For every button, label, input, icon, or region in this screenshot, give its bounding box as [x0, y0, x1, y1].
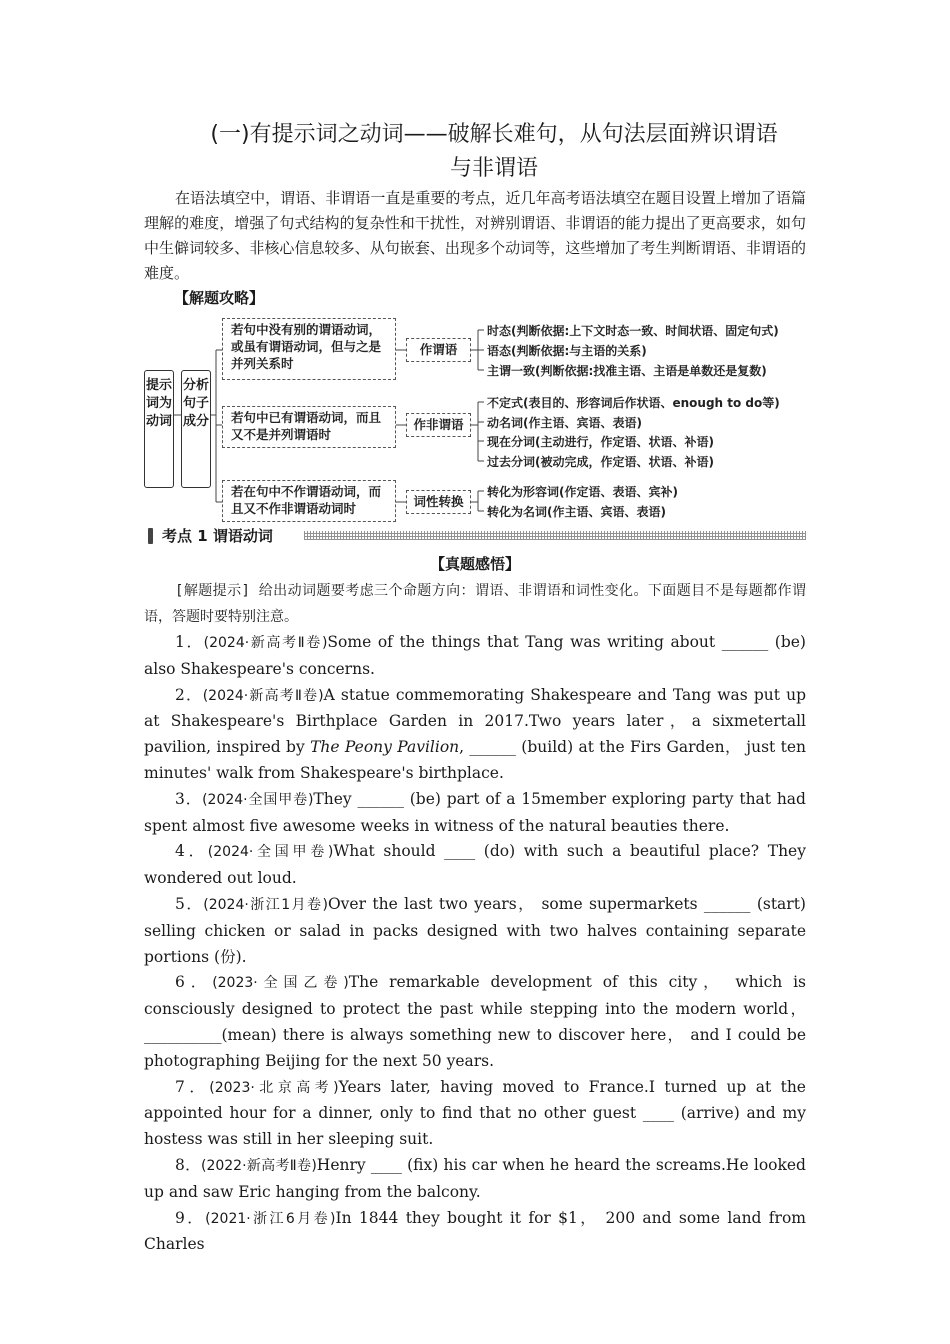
question-source: (2024·新高考Ⅱ卷): [203, 635, 328, 651]
leaf-2-4: 过去分词(被动完成，作定语、状语、补语): [487, 455, 714, 469]
question-number: 8．: [175, 1155, 201, 1174]
intro-paragraph: 在语法填空中，谓语、非谓语一直是重要的考点，近几年高考语法填空在题目设置上增加了语篇理解的难度，增强了句式结构的复杂性和干扰性，对辨别谓语、非谓语的能力提出了更高要求，如句中生僻词较多、非核心信息较多、从句嵌套、出现多个动词等，这些增加了考生判断谓语、非谓语的难度。: [144, 189, 806, 282]
question-number: 5．: [175, 894, 204, 913]
diagram-step: 分析句子成分: [181, 370, 211, 488]
question-number: 2．: [175, 685, 203, 704]
question-source: (2021·浙江6月卷): [205, 1210, 336, 1227]
question-1: [144, 630, 806, 683]
strategy-label: 【解题攻略】: [174, 289, 265, 307]
question-text: Henry ____ (fix) his car when he heard the screams.He looked up and saw Eric hanging from the balcony.: [144, 1155, 806, 1201]
condition-2: 若句中已有谓语动词，而且又不是并列谓语时: [222, 406, 396, 448]
question-source: (2024·全国甲卷): [207, 844, 334, 861]
question-italic-title: The Peony Pavilion: [310, 738, 460, 757]
question-text: , ______ (build) at the Firs Garden， just ten minutes' walk from Shakespeare's birthplace.: [144, 738, 806, 782]
question-source: (2023·北京高考): [209, 1079, 339, 1096]
leaf-1-1: 时态(判断依据:上下文时态一致、时间状语、固定句式): [487, 324, 779, 338]
question-9: [144, 1206, 806, 1259]
question-2: [144, 683, 806, 787]
question-number: 9．: [175, 1208, 206, 1227]
question-number: 7．: [175, 1077, 210, 1096]
leaf-3-1: 转化为形容词(作定语、表语、宾补): [487, 485, 678, 499]
question-source: (2024·浙江1月卷): [203, 896, 328, 913]
sub-header: 【真题感悟】: [429, 555, 520, 573]
question-number: 3．: [175, 789, 203, 808]
hint-paragraph: [144, 578, 806, 630]
action-2: 作非谓语: [406, 413, 471, 437]
page-title: [182, 118, 806, 186]
diagram-root: 提示词为动词: [144, 370, 174, 488]
question-text: They ______ (be) part of a 15member exploring party that had spent almost five awesome weeks in witness of the natural beauties there.: [144, 789, 806, 835]
hint-text: 给出动词题要考虑三个命题方向：谓语、非谓语和词性变化。下面题目不是每题都作谓语，答题时要特别注意。: [144, 583, 806, 625]
question-source: (2023·全国乙卷): [212, 975, 349, 992]
question-number: 1．: [175, 633, 204, 651]
section-bar: [148, 528, 153, 544]
question-source: (2024·新高考Ⅱ卷): [202, 687, 324, 704]
leaf-3-2: 转化为名词(作主语、宾语、表语): [487, 505, 666, 519]
title-line-2: 与非谓语: [449, 156, 538, 181]
question-8: [144, 1153, 806, 1206]
page-content: [144, 118, 806, 1258]
question-7: [144, 1075, 806, 1153]
question-source: (2022·新高考Ⅱ卷): [201, 1157, 317, 1174]
question-number: 4．: [175, 842, 208, 861]
section-label: 考点 1 谓语动词: [162, 527, 273, 545]
question-text: A statue commemorating Shakespeare and Tang was put up at Shakespeare's Birthplace Garden in 2017.Two years later，a sixmetertall pavilion, inspired by: [144, 685, 806, 757]
section-divider: [304, 531, 806, 540]
title-line-1: (一)有提示词之动词——破解长难句，从句法层面辨识谓语: [210, 122, 778, 147]
condition-3: 若在句中不作谓语动词，而且又不作非谓语动词时: [222, 480, 396, 522]
leaf-2-2: 动名词(作主语、宾语、表语): [487, 416, 642, 430]
leaf-2-1: 不定式(表目的、形容词后作状语、enough to do等): [487, 396, 780, 410]
question-5: [144, 892, 806, 970]
question-4: [144, 839, 806, 892]
action-3: 词性转换: [406, 490, 471, 514]
question-text: Over the last two years， some supermarkets ______ (start) selling chicken or salad in packs designed with two halves containing separate portions (份).: [144, 894, 806, 966]
question-text: In 1844 they bought it for $1， 200 and some land from Charles: [144, 1208, 806, 1254]
question-source: (2024·全国甲卷): [202, 791, 314, 808]
question-text: What should ____ (do) with such a beautiful place? They wondered out loud.: [144, 842, 806, 888]
action-1: 作谓语: [406, 338, 471, 362]
condition-1: 若句中没有别的谓语动词，或虽有谓语动词，但与之是并列关系时: [222, 318, 396, 380]
question-3: [144, 787, 806, 840]
section-header: [144, 524, 806, 548]
hint-label: [解题提示]: [175, 583, 250, 599]
strategy-diagram: [144, 312, 814, 518]
question-text: Years later, having moved to France.I turned up at the appointed hour for a dinner, only to find that no other guest ____ (arrive) and my hostess was still in her sleeping suit.: [144, 1077, 806, 1149]
question-number: 6．: [175, 973, 213, 992]
leaf-1-3: 主谓一致(判断依据:找准主语、主语是单数还是复数): [487, 364, 767, 378]
leaf-1-2: 语态(判断依据:与主语的关系): [487, 344, 647, 358]
question-text: The remarkable development of this city， which is consciously designed to protect the past while stepping into the modern world，__________(mean) there is always something new to discover here， and I could be photographing Beijing for the next 50 years.: [144, 973, 806, 1070]
question-text: Some of the things that Tang was writing about ______ (be) also Shakespeare's concerns.: [144, 633, 806, 678]
question-6: [144, 970, 806, 1074]
leaf-2-3: 现在分词(主动进行，作定语、状语、补语): [487, 435, 714, 449]
